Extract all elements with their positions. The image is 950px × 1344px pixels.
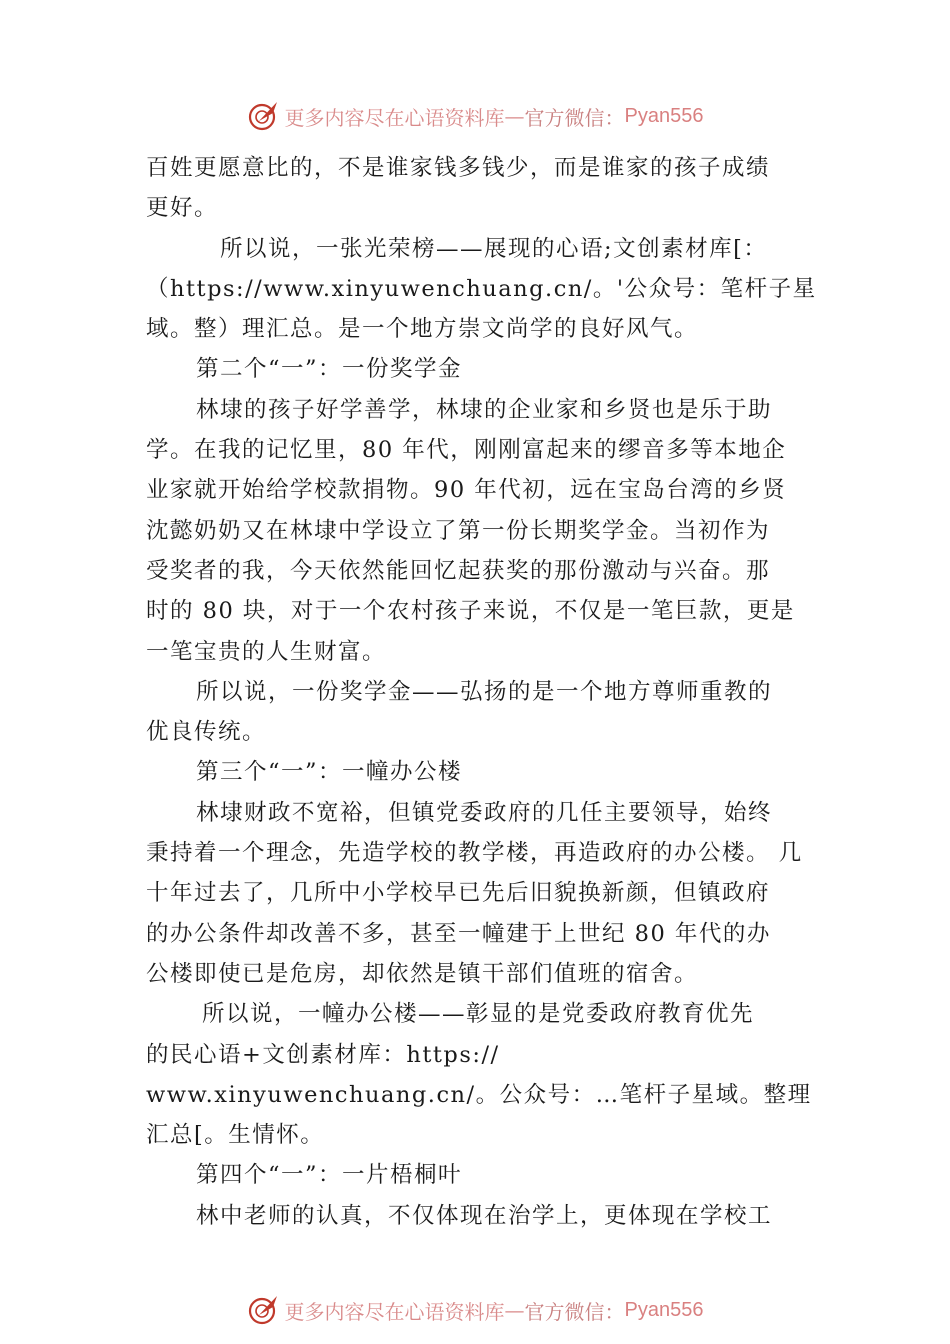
text-line: 域。整）理汇总。是一个地方崇文尚学的良好风气。 — [146, 316, 699, 343]
text-line: 沈懿奶奶又在林埭中学设立了第一份长期奖学金。当初作为 — [146, 517, 771, 544]
text-line: 时的 80 块，对于一个农村孩子来说，不仅是一笔巨款，更是 — [146, 598, 795, 625]
text-line: （https://www.xinyuwenchuang.cn/。'公众号：笔杆子星 — [146, 275, 817, 302]
section-heading: 第四个“一”：一片梧桐叶 — [196, 1162, 463, 1189]
quill-logo-icon — [247, 99, 281, 133]
section-heading: 第三个“一”：一幢办公楼 — [196, 759, 463, 786]
text-line: 所以说，一张光荣榜——展现的心语;文创素材库[： — [220, 235, 768, 262]
footer-brand-text: 更多内容尽在心语资料库 — [284, 1299, 505, 1324]
text-line: www.xinyuwenchuang.cn/。公众号：…笔杆子星域。整理 — [146, 1081, 812, 1108]
text-line: 公楼即使已是危房，却依然是镇干部们值班的宿舍。 — [146, 960, 699, 987]
document-body — [146, 148, 818, 1236]
text-line: 十年过去了，几所中小学校早已先后旧貌换新颜，但镇政府 — [146, 880, 771, 907]
text-line: 林中老师的认真，不仅体现在治学上，更体现在学校工 — [196, 1202, 773, 1229]
text-line: 林埭的孩子好学善学，林埭的企业家和乡贤也是乐于助 — [196, 396, 773, 423]
text-line: 百姓更愿意比的，不是谁家钱多钱少，而是谁家的孩子成绩 — [146, 155, 771, 181]
quill-logo-icon — [247, 1293, 281, 1327]
text-line: 所以说，一份奖学金——弘扬的是一个地方尊师重教的 — [196, 678, 773, 705]
text-line: 一笔宝贵的人生财富。 — [146, 638, 387, 665]
text-line: 所以说，一幢办公楼——彰显的是党委政府教育优先 — [202, 1001, 755, 1028]
text-line: 受奖者的我，今天依然能回忆起获奖的那份激动与兴奋。那 — [146, 557, 771, 584]
footer-wechat-label: 官方微信： — [524, 1299, 625, 1324]
text-line: 学。在我的记忆里，80 年代，刚刚富起来的缪音多等本地企 — [146, 437, 787, 464]
text-line: 林埭财政不宽裕，但镇党委政府的几任主要领导，始终 — [196, 799, 773, 826]
footer-dash: — — [504, 1298, 525, 1322]
text-line: 的民心语+文创素材库：https:// — [146, 1041, 500, 1068]
text-line: 更好。 — [146, 195, 219, 222]
header-banner — [0, 96, 950, 136]
footer-banner — [0, 1290, 950, 1330]
text-line: 汇总[。生情怀。 — [146, 1122, 325, 1149]
header-wechat-label: 官方微信： — [524, 105, 625, 130]
text-line: 的办公条件却改善不多，甚至一幢建于上世纪 80 年代的办 — [146, 920, 771, 947]
text-line: 优良传统。 — [146, 719, 267, 746]
text-line: 业家就开始给学校款捐物。90 年代初，远在宝岛台湾的乡贤 — [146, 477, 787, 504]
header-wechat-handle: Pyan556 — [624, 104, 704, 127]
header-dash: — — [504, 104, 525, 128]
section-heading: 第二个“一”：一份奖学金 — [196, 356, 463, 383]
text-line: 秉持着一个理念，先造学校的教学楼，再造政府的办公楼。 几 — [146, 840, 803, 867]
footer-wechat-handle: Pyan556 — [624, 1298, 704, 1321]
header-brand-text: 更多内容尽在心语资料库 — [284, 105, 505, 130]
